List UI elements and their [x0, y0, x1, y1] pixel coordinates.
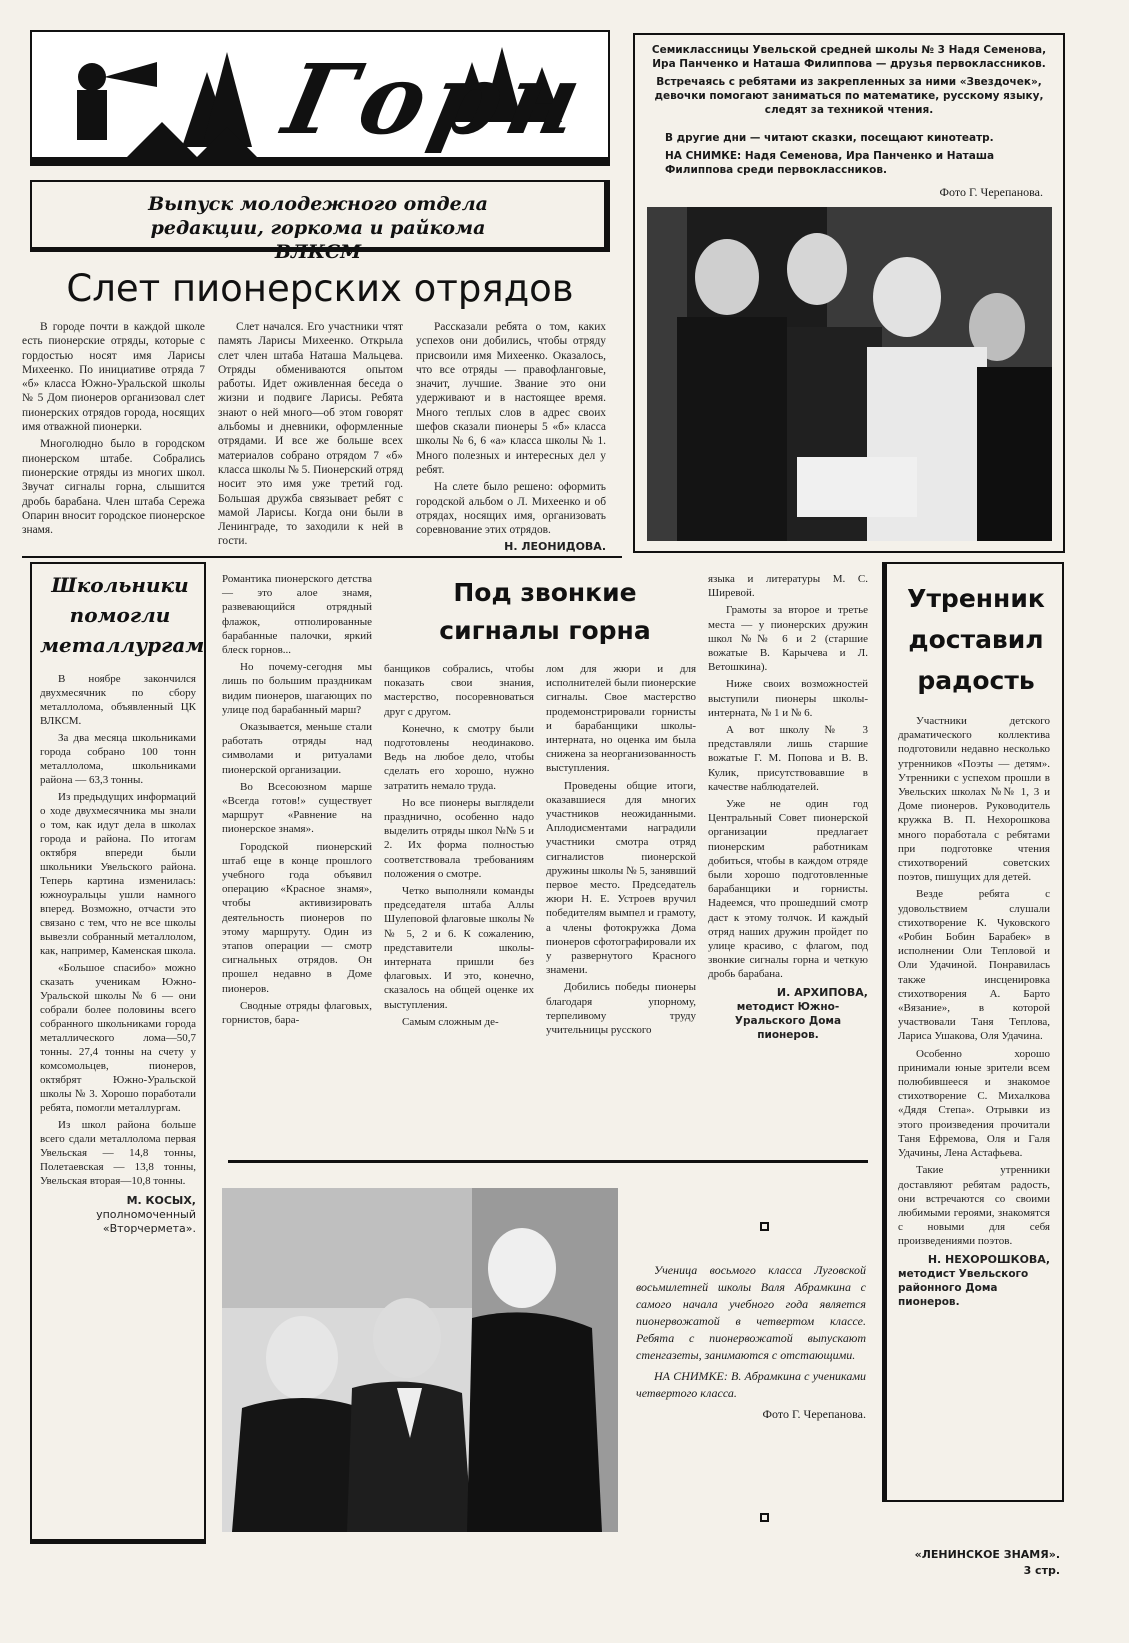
horn-c2-p2: Конечно, к смотру были подготовлены неодинаково. Ведь на любое дело, чтобы сделать его хорошо, нужно затратить немало труда.: [384, 722, 534, 792]
slet-c2-p1: Слет начался. Его участники чтят память Ларисы Михеенко. Открыла слет член штаба Наташа Мальцева. Отряды обмениваются опытом работы. Идет оживленная беседа о жизни и подвиге Ларисы. Ребята знают о ней много—об этом говорят альбомы и дневники, оформленные отрядами. И все же больше всех материалов собрано отрядом 7 «б» класса школы № 5. Пионерский отряд носит это имя уже третий год. Большая дружба связывает ребят с мамой Ларисы. Когда они были в Ленинграде, то заходили к ней в гости.: [218, 321, 403, 548]
top-caption-p1: Семиклассницы Увельской средней школы № 3 Надя Семенова, Ира Панченко и Наташа Филиппова — друзья первоклассников.: [651, 44, 1047, 70]
horn-divider: [228, 1160, 868, 1163]
horn-c1-p2: Но почему-сегодня мы лишь по большим праздникам видим пионеров, шагающих по улице под барабанный марш?: [222, 661, 372, 716]
school-p5: Из школ района больше всего сдали металлолома первая Увельская — 14,8 тонны, Полетаевская — 13,8 тонны, Увельская вторая—10,8 тонны.: [40, 1119, 196, 1187]
horn-column-2: [384, 662, 534, 1032]
slet-headline: Слет пионерских отрядов: [66, 267, 574, 310]
bottom-photo: [222, 1188, 618, 1532]
matinee-column: [898, 714, 1050, 1309]
slet-divider: [22, 556, 622, 558]
horn-c2-p1: банщиков собрались, чтобы показать свои знания, мастерство, посоревноваться друг с другом.: [384, 663, 534, 718]
matinee-author: Н. НЕХОРОШКОВА,: [927, 1252, 1050, 1266]
horn-c4-p5: Уже не один год Центральный Совет пионерской организации предлагает пионерским работникам добиться, чтобы в каждом отряде были хорошо подготовленные барабанщики и горнисты. Надеемся, что прошедший смотр даст к этому толчок. И каждый отряд наших дружин пройдет по улице красиво, с флагом, под звонкие сигналы горна и четкую дробь барабана.: [708, 798, 868, 981]
top-caption-credit: Фото Г. Черепанова.: [939, 185, 1043, 199]
bottom-photo-image: [222, 1188, 618, 1532]
horn-c2-p3: Но все пионеры выглядели празднично, особенно надо выделить отряды школ №№ 5 и 2. Их форма полностью соответствовала требованиям положения о смотре.: [384, 796, 534, 880]
top-photo-box: [633, 33, 1065, 553]
horn-c4-p1: языка и литературы М. С. Ширевой.: [708, 573, 868, 600]
slet-column-1: [22, 320, 205, 540]
footer-paper: «ЛЕНИНСКОЕ ЗНАМЯ».: [914, 1548, 1060, 1561]
top-photo-image: [647, 207, 1052, 541]
top-caption-p2: Встречаясь с ребятами из закрепленных за ними «Звездочек», девочки помогают заниматься по математике, русскому языку, следят за техникой чтения.: [654, 76, 1044, 116]
bottom-bullet-1: [760, 1222, 769, 1231]
horn-column-4: [708, 572, 868, 1042]
bottom-bullet-2: [760, 1513, 769, 1522]
slet-c3-p1: Рассказали ребята о том, каких успехов они добились, чтобы отряду присвоили имя Михеенко. Оказалось, что все отряды — правофланговые, значит, лучшие. Звание это они удерживают и в настоящее время. Много теплых слов в адрес своих шефов сказали пионеры 5 «б» класса школы № 6, 6 «а» класса школы № 1. Много полезных и интересных дел у ребят.: [416, 321, 606, 476]
issue-line: Выпуск молодежного отдела редакции, горкома и райкома ВЛКСМ: [148, 193, 488, 263]
school-p3: Из предыдущих информаций о ходе двухмесячника мы знали о том, как идут дела в школах города и района. По итогам октября впереди были школьники Увельского района. Теперь картина изменилась: южноуральцы ушли намного вперед. Возможно, отчасти это связано с тем, что не все школы вывезли собранный металлолом, как, например, Каменская школа.: [40, 791, 196, 957]
bottom-caption-p2: НА СНИМКЕ: В. Абрамкина с учениками четвертого класса.: [636, 1369, 866, 1400]
matinee-role: методист Увельского районного Дома пионеров.: [898, 1267, 1029, 1308]
horn-c2-p5: Самым сложным де-: [402, 1015, 499, 1028]
masthead: [30, 30, 610, 166]
school-p1: В ноябре закончился двухмесячник по сбору металлолома, объявленный ЦК ВЛКСМ.: [40, 673, 196, 727]
slet-c3-p2: На слете было решено: оформить городской альбом о Л. Михеенко и об отрядах, носящих имя, организовать соревнование этих отрядов.: [416, 481, 606, 537]
school-author: М. КОСЫХ,: [126, 1194, 196, 1207]
horn-column-3: [546, 662, 696, 1040]
horn-headline: Под звонкие сигналы горна: [439, 578, 651, 645]
horn-c1-p6: Сводные отряды флаговых, горнистов, бара-: [222, 999, 372, 1027]
horn-c1-p5: Городской пионерский штаб еще в конце прошлого учебного года объявил операцию «Красное знамя», чтобы активизировать деятельность пионеров по этому маршруту. Один из этапов операции — смотр сигнальных отрядов. Он прошел недавно в Доме пионеров.: [222, 840, 372, 995]
slet-c1-p1: В городе почти в каждой школе есть пионерские отряды, которые с гордостью носят имя Ларисы Михеенко. По инициативе отряда 7 «б» класса Южно-Уральской школы № 5 Дом пионеров организовал слет пионерских отрядов города, носящих имя отважной пионерки.: [22, 321, 205, 434]
top-caption-p4: НА СНИМКЕ: Надя Семенова, Ира Панченко и Наташа Филиппова среди первоклассников.: [665, 150, 995, 176]
masthead-title: Горн: [275, 43, 599, 156]
slet-c1-p2: Многолюдно было в городском пионерском штабе. Собрались пионерские отряды из многих школ. Звучат сигналы горна, слышится дробь барабана. Член штаба Сережа Опарин вносит городское пионерское знамя.: [22, 438, 205, 537]
slet-column-2: [218, 320, 403, 552]
matinee-p3: Особенно хорошо принимали юные зрители всем полюбившееся и знакомое стихотворение С. Михалкова «Дядя Степа». Отрывки из этого произведения прочитали Таня Ефремова, Оля и Галя Удачины, Лена Астафьева.: [898, 1047, 1050, 1160]
horn-c3-p3: Добились победы пионеры благодаря упорному, терпеливому труду учительницы русского: [546, 981, 696, 1037]
slet-author: Н. ЛЕОНИДОВА.: [504, 540, 606, 554]
horn-author: И. АРХИПОВА,: [776, 985, 868, 999]
horn-c1-p3: Оказывается, меньше стали работать отряды над символами и ритуалами пионерской организации.: [222, 721, 372, 776]
footer-page: 3 стр.: [1023, 1564, 1060, 1577]
issue-line-box: [30, 180, 610, 263]
matinee-headline: Утренник доставил радость: [907, 584, 1045, 695]
horn-c3-p2: Проведены общие итоги, оказавшиеся для многих участников неожиданными. Аплодисментами наградили участники смотра отряд сигналистов пионерской дружины школы № 5, занявший первое место. Председатель жюри Н. Е. Устроев вручил победителям вымпел и грамоту, а члены фотокружка Дома пионеров сфотографировали их у развернутого Красного знамени.: [546, 779, 696, 977]
matinee-p1: Участники детского драматического коллектива подготовили недавно несколько утренников «Поэты — детям». Утренники с успехом прошли в Увельских школах №№ 1, 3 и Доме пионеров. Руководитель кружка В. П. Нехорошкова много поработала с ребятами при подготовке чтения стихотворений советских поэтов, пишущих для детей.: [898, 715, 1050, 884]
school-headline: Школьники помогли металлургам: [40, 573, 205, 657]
horn-c2-p4: Четко выполняли команды председателя штаба Аллы Шулеповой флаговые школы №№ 5, 2 и 6. К сожалению, представители школы-интерната пришли без флаговых. И это, конечно, сказалось на общей оценке их выступления.: [384, 885, 534, 1011]
bottom-caption-p1: Ученица восьмого класса Луговской восьмилетней школы Валя Абрамкина с самого начала учебного года является пионервожатой в четвертом классе. Ребята с пионервожатой выпускают стенгазеты, занимаются с отстающими.: [636, 1263, 866, 1362]
horn-c3-p1: лом для жюри и для исполнителей были пионерские сигналы. Свое мастерство продемонстрировали горнисты и барабанщики школы-интерната, но оценка им была снижена за неорганизованность выступления.: [546, 663, 696, 775]
slet-column-3: [416, 320, 606, 555]
school-p4: «Большое спасибо» можно сказать ученикам Южно-Уральской школы № 6 — они собрали более половины всего собранного школьниками города металлического лома—50,7 тонны. 27,4 тонны на счету у комсомольцев, пионеров, октябрят Южно-Уральской школы № 3. Хорошо поработали ребята, помогли металлургам.: [40, 962, 196, 1114]
school-column: [40, 672, 196, 1236]
matinee-p4: Такие утренники доставляют ребятам радость, они встречаются со своими любимыми героями, знакомятся с новыми для себя произведениями поэтов.: [898, 1164, 1050, 1248]
horn-c4-p3: Ниже своих возможностей выступили пионеры школы-интерната, № 1 и № 6.: [708, 678, 868, 719]
horn-column-1: [222, 572, 372, 1030]
bottom-caption: [636, 1262, 866, 1423]
matinee-p2: Везде ребята с удовольствием слушали стихотворение К. Чуковского «Робин Бобин Барабек» в исполнении Оли Тепловой и Оли Удачиной. Понравилась также инсценировка стихотворения А. Барто «Вязание», в которой участвовали Таня Теплова, Лариса Ушакова, Оля Удачина.: [898, 888, 1050, 1043]
school-role: уполномоченный «Вторчермета».: [96, 1208, 196, 1235]
horn-c4-p2: Грамоты за второе и третье места — у пионерских дружин школ №№ 6 и 2 (старшие вожатые В. Карычева и Л. Ветошкина).: [708, 604, 868, 674]
top-caption-p3: В другие дни — читают сказки, посещают кинотеатр.: [665, 132, 994, 144]
bottom-caption-credit: Фото Г. Черепанова.: [762, 1407, 866, 1421]
horn-role: методист Южно-Уральского Дома пионеров.: [734, 1000, 842, 1041]
horn-c1-p1: Романтика пионерского детства — это алое знамя, развевающийся отрядный флажок, отполированные барабанные палочки, яркий блеск горнов...: [222, 573, 372, 657]
top-photo: [647, 207, 1052, 541]
school-p2: За два месяца школьниками города собрано 100 тонн металлолома, школьниками района — 63,3 тонны.: [40, 732, 196, 786]
horn-c1-p4: Во Всесоюзном марше «Всегда готов!» существует маршрут «Равнение на пионерское знамя».: [222, 780, 372, 836]
horn-c4-p4: А вот школу № 3 представляли лишь старшие вожатые Г. М. Попова и В. В. Кулик, присутствовавшие в качестве наблюдателей.: [708, 724, 868, 793]
